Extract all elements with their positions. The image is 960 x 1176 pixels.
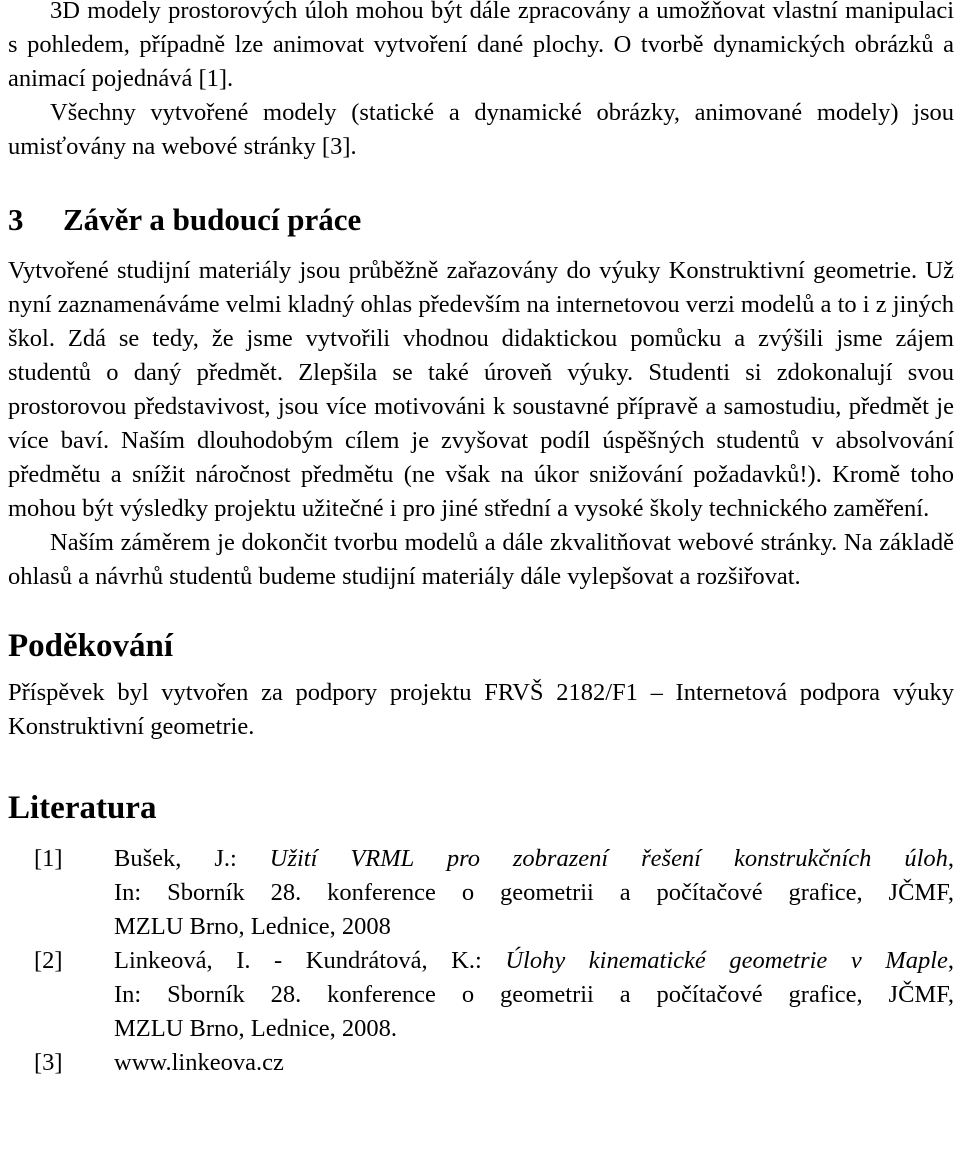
reference-author: Bušek, J.: <box>114 845 270 872</box>
reference-line: MZLU Brno, Lednice, 2008. <box>114 1015 398 1042</box>
reference-line: Bušek, J.: Užití VRML pro zobrazení řešení konstrukčních úloh, <box>114 845 955 872</box>
reference-number: [2] <box>34 947 63 974</box>
reference-item <box>8 1046 954 1080</box>
reference-line: In: Sborník 28. konference o geometrii a počítačové grafice, JČMF, <box>114 981 954 1008</box>
reference-line: In: Sborník 28. konference o geometrii a počítačové grafice, JČMF, <box>114 879 954 906</box>
document-page <box>8 0 954 1080</box>
conclusion-paragraph-1: Vytvořené studijní materiály jsou průběžně zařazovány do výuky Konstruktivní geometrie. Už nyní zaznamenáváme velmi kladný ohlas především na internetovou verzi modelů a to i z jiných škol. Zdá se tedy, že jsme vytvořili vhodnou didaktickou pomůcku a zvýšili jsme zájem studentů o daný předmět. Zlepšila se také úroveň výuky. Studenti si zdokonalují svou prostorovou představivost, jsou více motivováni k soustavné přípravě a samostudiu, předmět je více baví. Naším dlouhodobým cílem je zvyšovat podíl úspěšných studentů v absolvování předmětu a snížit náročnost předmětu (ne však na úkor snižování požadavků!). Kromě toho mohou být výsledky projektu užitečné i pro jiné střední a vysoké školy technického zaměření. <box>8 257 954 522</box>
reference-link[interactable]: www.linkeova.cz <box>114 1049 284 1076</box>
reference-line: Linkeová, I. - Kundrátová, K.: Úlohy kinematické geometrie v Maple, <box>114 947 954 974</box>
intro-paragraph-1: 3D modely prostorových úloh mohou být dále zpracovány a umožňovat vlastní manipulaci s pohledem, případně lze animovat vytvoření dané plochy. O tvorbě dynamických obrázků a animací pojednává [1]. <box>8 0 954 92</box>
reference-number: [1] <box>34 845 63 872</box>
literature-heading: Literatura <box>8 790 157 826</box>
section-number: 3 <box>8 202 24 237</box>
conclusion-paragraph-2: Naším záměrem je dokončit tvorbu modelů a dále zkvalitňovat webové stránky. Na základě ohlasů a návrhů studentů budeme studijní materiály dále vylepšovat a rozšiřovat. <box>8 529 954 590</box>
acknowledgement-text: Příspěvek byl vytvořen za podpory projektu FRVŠ 2182/F1 – Internetová podpora výuky Konstruktivní geometrie. <box>8 679 954 740</box>
reference-line: MZLU Brno, Lednice, 2008 <box>114 913 391 940</box>
section-heading-conclusion <box>8 200 954 240</box>
acknowledgement-heading: Poděkování <box>8 628 174 664</box>
reference-number: [3] <box>34 1049 63 1076</box>
reference-item <box>8 944 954 1046</box>
reference-title: Užití VRML pro zobrazení řešení konstrukčních úloh <box>269 845 948 872</box>
intro-paragraph-2: Všechny vytvořené modely (statické a dynamické obrázky, animované modely) jsou umisťovány na webové stránky [3]. <box>8 99 954 160</box>
reference-list <box>8 842 954 1080</box>
reference-author: Linkeová, I. - Kundrátová, K.: <box>114 947 506 974</box>
section-title: Závěr a budoucí práce <box>63 202 362 237</box>
reference-title: Úlohy kinematické geometrie v Maple <box>505 947 948 974</box>
reference-item <box>8 842 954 944</box>
